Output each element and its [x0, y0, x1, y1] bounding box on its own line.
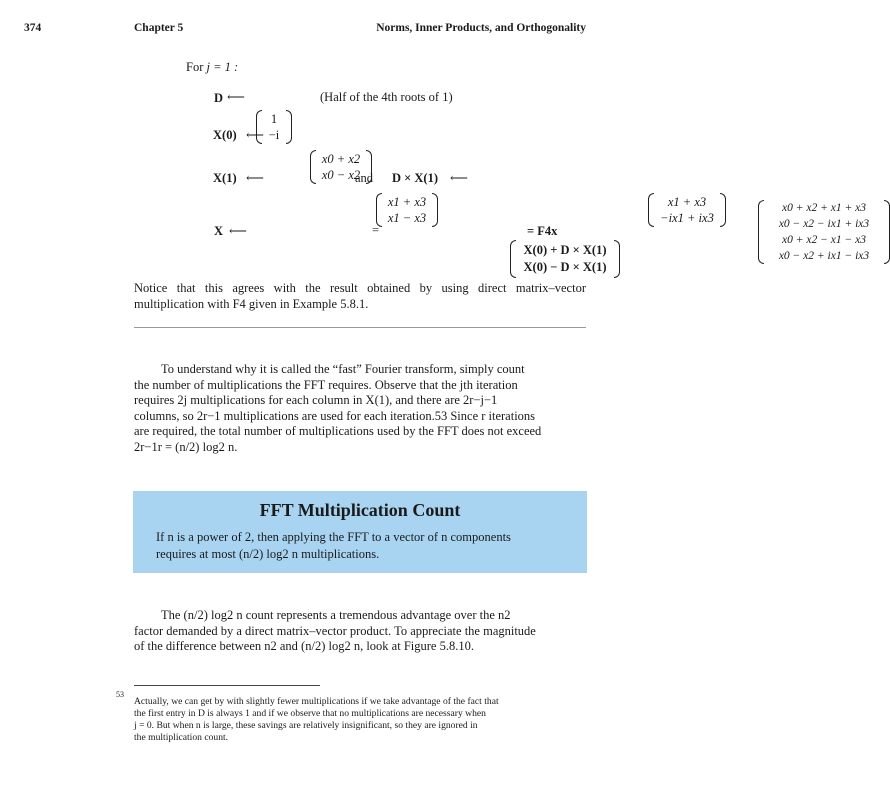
para1-line-2: the number of multiplications the FFT requires. Observe that the jth iteration	[134, 377, 518, 392]
para1-line-6: 2r−1r = (n/2) log2 n.	[134, 439, 238, 454]
notice-paragraph: Notice that this agrees with the result obtained by using direct matrix–vector multiplication with F4 given in Example 5.8.1.	[134, 281, 586, 311]
X0-label: X(0)	[213, 128, 237, 142]
DX1-label: D × X(1)	[392, 171, 439, 185]
arrow: ⟵	[229, 224, 247, 238]
section-divider	[134, 327, 586, 328]
for-line	[186, 60, 238, 75]
X-result-entry-2: x0 − x2 − ix1 + ix3	[778, 218, 870, 230]
DX1-entry-2: −ix1 + ix3	[660, 211, 714, 225]
box-line-1: If n is a power of 2, then applying the FFT to a vector of n components	[156, 530, 511, 544]
D-label: D	[214, 91, 224, 105]
X0-entry-1: x0 + x2	[321, 152, 361, 166]
X-result-entry-1: x0 + x2 + x1 + x3	[782, 202, 866, 214]
running-title: Norms, Inner Products, and Orthogonality	[376, 22, 586, 34]
fft-count-paragraph	[134, 362, 586, 455]
X-block-vector	[510, 240, 620, 278]
DX1-entry-1: x1 + x3	[667, 195, 707, 209]
X-result-entry-3: x0 + x2 − x1 − x3	[782, 234, 866, 246]
DX1-vector	[648, 193, 726, 227]
arrow: ⟵	[246, 171, 264, 185]
X-result-vector	[758, 200, 890, 264]
para1-line-4: columns, so 2r−1 multiplications are used for each iteration.53 Since r iterations	[134, 408, 536, 423]
X-block-top: X(0) + D × X(1)	[523, 243, 607, 257]
para1-line-5: are required, the total number of multiplications used by the FFT does not exceed	[134, 424, 542, 438]
footnote-line-4: the multiplication count.	[134, 732, 229, 743]
arrow: ⟵	[227, 90, 245, 104]
footnote-line-1: Actually, we can get by with slightly fewer multiplications if we take advantage of the fact that	[134, 696, 499, 707]
chapter-label: Chapter 5	[134, 22, 184, 34]
X0-entry-2: x0 − x2	[321, 168, 361, 182]
para1-line-1: To understand why it is called the “fast” Fourier transform, simply count	[161, 362, 525, 376]
X1-vector	[376, 193, 438, 227]
footnote-text	[134, 696, 586, 744]
for-condition: j = 1 :	[206, 60, 239, 74]
page-number: 374	[24, 22, 42, 34]
box-title: FFT Multiplication Count	[259, 500, 461, 520]
X-result-entry-4: x0 − x2 + ix1 − ix3	[778, 250, 870, 262]
D-entry-2: −i	[268, 128, 280, 142]
arrow: ⟵	[450, 171, 468, 185]
half-note: (Half of the 4th roots of 1)	[320, 90, 453, 104]
footnote-line-3: j = 0. But when n is large, these savings are relatively insignificant, so they are ignored in	[134, 720, 478, 731]
para1-line-3: requires 2j multiplications for each column in X(1), and there are 2r−j−1	[134, 393, 498, 407]
X1-entry-1: x1 + x3	[387, 195, 427, 209]
X-label: X	[214, 224, 224, 238]
para2-line-3: of the difference between n2 and (n/2) log2 n, look at Figure 5.8.10.	[134, 639, 474, 653]
para2-line-1: The (n/2) log2 n count represents a tremendous advantage over the n2	[161, 608, 511, 622]
para2-line-2: factor demanded by a direct matrix–vector product. To appreciate the magnitude	[134, 623, 536, 638]
footnote-rule	[134, 685, 320, 686]
X1-entry-2: x1 − x3	[387, 211, 427, 225]
equals-sign: =	[372, 223, 380, 237]
theorem-box	[133, 491, 587, 573]
D-entry-1: 1	[270, 112, 278, 126]
footnote-line-2: the first entry in D is always 1 and if we observe that no multiplications are necessary when	[134, 708, 486, 719]
arrow: ⟵	[246, 128, 264, 142]
and-word: and	[355, 171, 374, 185]
box-body	[156, 529, 566, 562]
box-line-2: requires at most (n/2) log2 n multiplications.	[156, 546, 380, 561]
X1-label: X(1)	[213, 171, 237, 185]
footnote-mark: 53	[116, 690, 124, 699]
advantage-paragraph	[134, 608, 586, 655]
for-label: For	[186, 60, 204, 74]
X-block-bottom: X(0) − D × X(1)	[523, 260, 607, 274]
F4x-result: = F4x	[527, 224, 558, 238]
